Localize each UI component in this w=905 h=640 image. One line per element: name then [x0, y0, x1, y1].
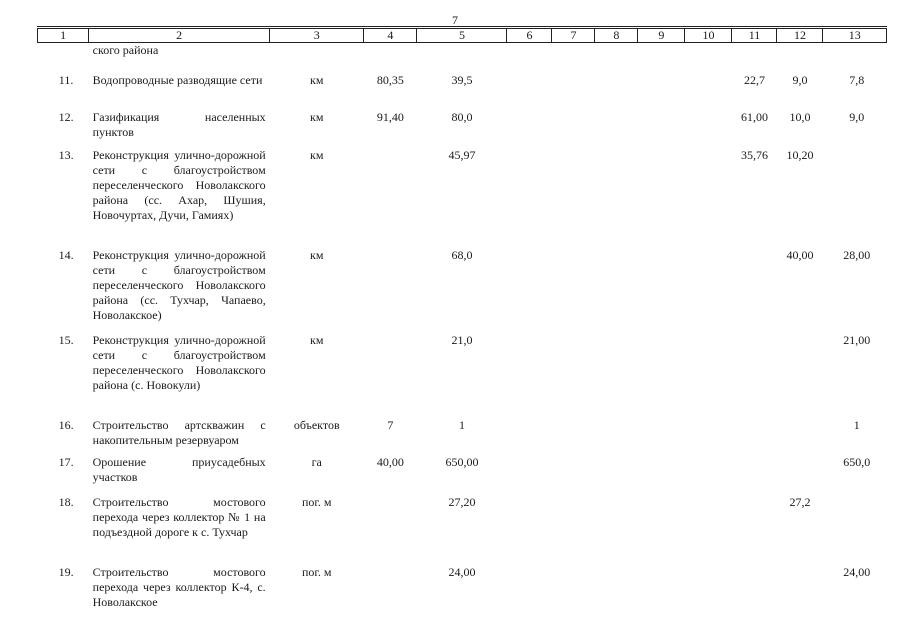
- cell-col-11: [732, 333, 777, 418]
- page-number: 7: [452, 13, 458, 27]
- cell-col-5: 39,5: [451, 73, 473, 87]
- cell-col-4: [364, 333, 417, 418]
- column-header: 6: [507, 29, 552, 43]
- row-name: Строительство артскважин с накопительным резервуаром: [92, 418, 266, 447]
- cell-col-4: [364, 248, 417, 333]
- cell-col-13: 1: [853, 418, 860, 432]
- column-header: 5: [417, 29, 507, 43]
- top-rule: [37, 26, 887, 27]
- row-unit: пог. м: [301, 495, 332, 509]
- cell-col-5: 27,20: [448, 495, 476, 509]
- column-header: 3: [270, 29, 364, 43]
- column-header: 7: [552, 29, 595, 43]
- cell-col-12: [777, 418, 823, 455]
- row-unit: км: [310, 333, 324, 347]
- cell-col-11: [732, 455, 777, 495]
- row-unit: км: [310, 73, 324, 87]
- row-name: Реконструкция улично-дорожной сети с благоустройством переселенческого Новолакского района (с. Новокули): [92, 333, 266, 392]
- row-number: 13.: [58, 148, 74, 162]
- cell-col-12: [777, 43, 823, 74]
- cell-col-5: [417, 43, 507, 74]
- cell-col-12: [777, 333, 823, 418]
- cell-col-11: [732, 565, 777, 610]
- cell-col-11: 61,00: [740, 110, 768, 124]
- row-number: [38, 43, 89, 74]
- row-unit: объектов: [293, 418, 340, 432]
- column-header: 11: [732, 29, 777, 43]
- row-number: 16.: [58, 418, 74, 432]
- row-name: Орошение приусадебных участков: [92, 455, 266, 484]
- cell-col-11: [732, 418, 777, 455]
- column-header: 8: [595, 29, 638, 43]
- row-unit: пог. м: [301, 565, 332, 579]
- row-name: ского района: [92, 43, 159, 57]
- cell-col-5: 45,97: [448, 148, 476, 162]
- cell-col-5: 24,00: [448, 565, 476, 579]
- cell-col-13: 24,00: [843, 565, 871, 579]
- row-number: 11.: [58, 73, 74, 87]
- cell-col-12: 9,0: [792, 73, 808, 87]
- table-row: [38, 565, 887, 610]
- row-unit: [270, 43, 364, 74]
- table-row: [38, 73, 887, 110]
- row-number: 19.: [58, 565, 74, 579]
- cell-col-13: [823, 43, 887, 74]
- cell-col-4: [364, 43, 417, 74]
- cell-col-4: [364, 495, 417, 565]
- row-number: 18.: [58, 495, 74, 509]
- cell-col-13: 28,00: [843, 248, 871, 262]
- row-name: Строительство мостового перехода через коллектор К-4, с. Новолакское: [92, 565, 266, 609]
- cell-col-11: [732, 495, 777, 565]
- cell-col-5: 1: [458, 418, 465, 432]
- cell-col-4: [364, 565, 417, 610]
- cell-col-12: 10,0: [789, 110, 811, 124]
- cell-col-11: 22,7: [743, 73, 765, 87]
- cell-col-5: 68,0: [451, 248, 473, 262]
- row-number: 12.: [58, 110, 74, 124]
- column-header: 9: [638, 29, 685, 43]
- cell-col-12: [777, 455, 823, 495]
- table-row: [38, 148, 887, 248]
- data-table: [37, 28, 887, 610]
- row-unit: км: [310, 248, 324, 262]
- cell-col-5: 650,00: [445, 455, 479, 469]
- row-unit: км: [310, 110, 324, 124]
- cell-col-5: 80,0: [451, 110, 473, 124]
- table-row: [38, 495, 887, 565]
- table-row: [38, 418, 887, 455]
- row-unit: га: [311, 455, 322, 469]
- cell-col-13: 21,00: [843, 333, 871, 347]
- row-number: 17.: [58, 455, 74, 469]
- cell-col-13: [823, 148, 887, 248]
- table-row: [38, 333, 887, 418]
- column-header: 2: [89, 29, 270, 43]
- column-header: 13: [823, 29, 887, 43]
- cell-col-4: 91,40: [376, 110, 404, 124]
- row-name: Газификация населенных пунктов: [92, 110, 266, 139]
- column-header: 4: [364, 29, 417, 43]
- row-name: Реконструкция улично-дорожной сети с благоустройством переселенческого Новолакского района (сс. Тухчар, Чапаево, Новолакское): [92, 248, 266, 322]
- table-row: [38, 43, 887, 74]
- table-row: [38, 455, 887, 495]
- row-number: 14.: [58, 248, 74, 262]
- cell-col-13: 650,0: [843, 455, 871, 469]
- row-name: Строительство мостового перехода через коллектор № 1 на подъездной дороге к с. Тухчар: [92, 495, 266, 539]
- cell-col-11: [732, 43, 777, 74]
- cell-col-12: 40,00: [786, 248, 814, 262]
- cell-col-4: 80,35: [376, 73, 404, 87]
- table-row: [38, 248, 887, 333]
- cell-col-11: [732, 248, 777, 333]
- cell-col-5: 21,0: [451, 333, 473, 347]
- cell-col-12: 10,20: [786, 148, 814, 162]
- cell-col-13: [823, 495, 887, 565]
- column-header: 10: [685, 29, 732, 43]
- cell-col-4: [364, 148, 417, 248]
- cell-col-12: [777, 565, 823, 610]
- table-row: [38, 110, 887, 148]
- row-name: Реконструкция улично-дорожной сети с благоустройством переселенческого Новолакского района (сс. Ахар, Шушия, Новочуртах, Дучи, Гамиях): [92, 148, 266, 222]
- row-number: 15.: [58, 333, 74, 347]
- cell-col-4: 7: [387, 418, 394, 432]
- cell-col-13: 9,0: [849, 110, 865, 124]
- cell-col-12: 27,2: [789, 495, 811, 509]
- column-header: 1: [38, 29, 89, 43]
- cell-col-13: 7,8: [849, 73, 865, 87]
- row-unit: км: [310, 148, 324, 162]
- row-name: Водопроводные разводящие сети: [92, 73, 263, 87]
- column-header: 12: [777, 29, 823, 43]
- column-number-header-row: [38, 29, 887, 43]
- cell-col-4: 40,00: [376, 455, 404, 469]
- cell-col-11: 35,76: [740, 148, 768, 162]
